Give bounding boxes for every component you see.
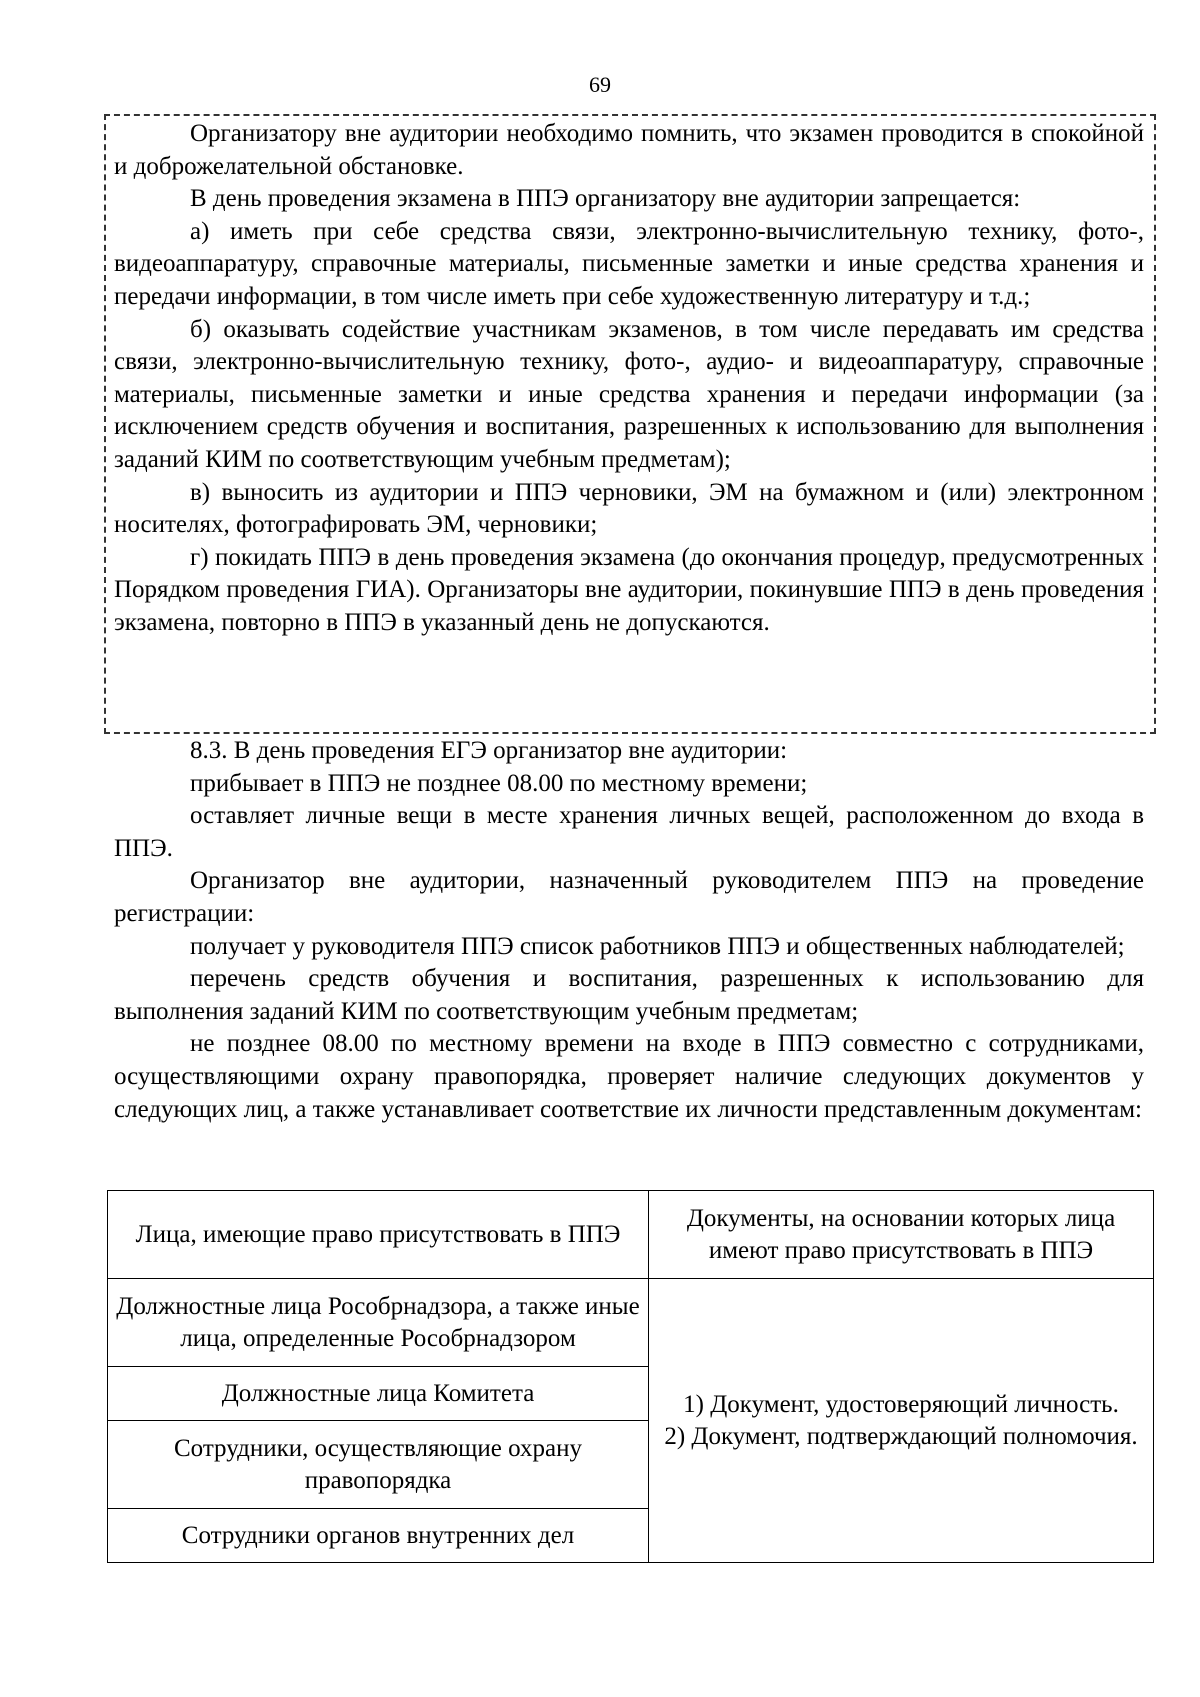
paragraph: В день проведения экзамена в ППЭ организатору вне аудитории запрещается: xyxy=(190,185,1021,213)
table-cell-person: Должностные лица Рособрнадзора, а также иные лица, определенные Рособрнадзором xyxy=(108,1279,649,1367)
paragraph: получает у руководителя ППЭ список работников ППЭ и общественных наблюдателей; xyxy=(190,932,1125,960)
paragraph: Организатору вне аудитории необходимо помнить, что экзамен проводится в спокойной и доброжелательной обстановке. xyxy=(114,120,1144,180)
paragraph: в) выносить из аудитории и ППЭ черновики, ЭМ на бумажном и (или) электронном носителях, фотографировать ЭМ, черновики; xyxy=(114,478,1144,539)
access-documents-table xyxy=(107,1190,1154,1563)
body-text xyxy=(114,735,1144,1126)
table-cell-person: Должностные лица Комитета xyxy=(108,1367,649,1421)
paragraph: оставляет личные вещи в месте хранения личных вещей, расположенном до входа в ППЭ. xyxy=(114,802,1144,862)
paragraph: перечень средств обучения и воспитания, разрешенных к использованию для выполнения заданий КИМ по соответствующим учебным предметам; xyxy=(114,965,1144,1025)
table-cell-person: Сотрудники органов внутренних дел xyxy=(108,1509,649,1563)
document-item: 2) Документ, подтверждающий полномочия. xyxy=(664,1422,1138,1450)
paragraph: б) оказывать содействие участникам экзаменов, в том числе передавать им средства связи, электронно-вычислительную технику, фото-, аудио- и видеоаппаратуру, справочные материалы, письменные заметки и иные средства хранения и передачи информации (за исключением средств обучения и воспитания, разрешенных к использованию для выполнения заданий КИМ по соответствующим учебным предметам); xyxy=(114,315,1144,473)
table-header-row xyxy=(108,1191,1154,1279)
paragraph: прибывает в ППЭ не позднее 08.00 по местному времени; xyxy=(190,769,808,797)
paragraph: 8.3. В день проведения ЕГЭ организатор вне аудитории: xyxy=(190,737,788,764)
paragraph: г) покидать ППЭ в день проведения экзамена (до окончания процедур, предусмотренных Порядком проведения ГИА). Организаторы вне аудитории, покинувшие ППЭ в день проведения экзамена, повторно в ППЭ в указанный день не допускаются. xyxy=(114,543,1144,636)
table-header-documents: Документы, на основании которых лица имеют право присутствовать в ППЭ xyxy=(649,1191,1154,1279)
boxed-text xyxy=(114,118,1144,640)
page-number: 69 xyxy=(589,72,611,97)
paragraph: не позднее 08.00 по местному времени на входе в ППЭ совместно с сотрудниками, осуществляющими охрану правопорядка, проверяет наличие следующих документов у следующих лиц, а также устанавливает соответствие их личности представленным документам: xyxy=(114,1030,1144,1123)
table-cell-documents xyxy=(649,1279,1154,1563)
table-header-persons: Лица, имеющие право присутствовать в ППЭ xyxy=(108,1191,649,1279)
document-item: 1) Документ, удостоверяющий личность. xyxy=(683,1390,1119,1418)
table-row xyxy=(108,1279,1154,1367)
paragraph: а) иметь при себе средства связи, электронно-вычислительную технику, фото-, видеоаппаратуру, справочные материалы, письменные заметки и иные средства хранения и передачи информации, в том числе иметь при себе художественную литературу и т.д.; xyxy=(114,217,1144,310)
paragraph: Организатор вне аудитории, назначенный руководителем ППЭ на проведение регистрации: xyxy=(114,867,1144,927)
table-cell-person: Сотрудники, осуществляющие охрану правопорядка xyxy=(108,1421,649,1509)
